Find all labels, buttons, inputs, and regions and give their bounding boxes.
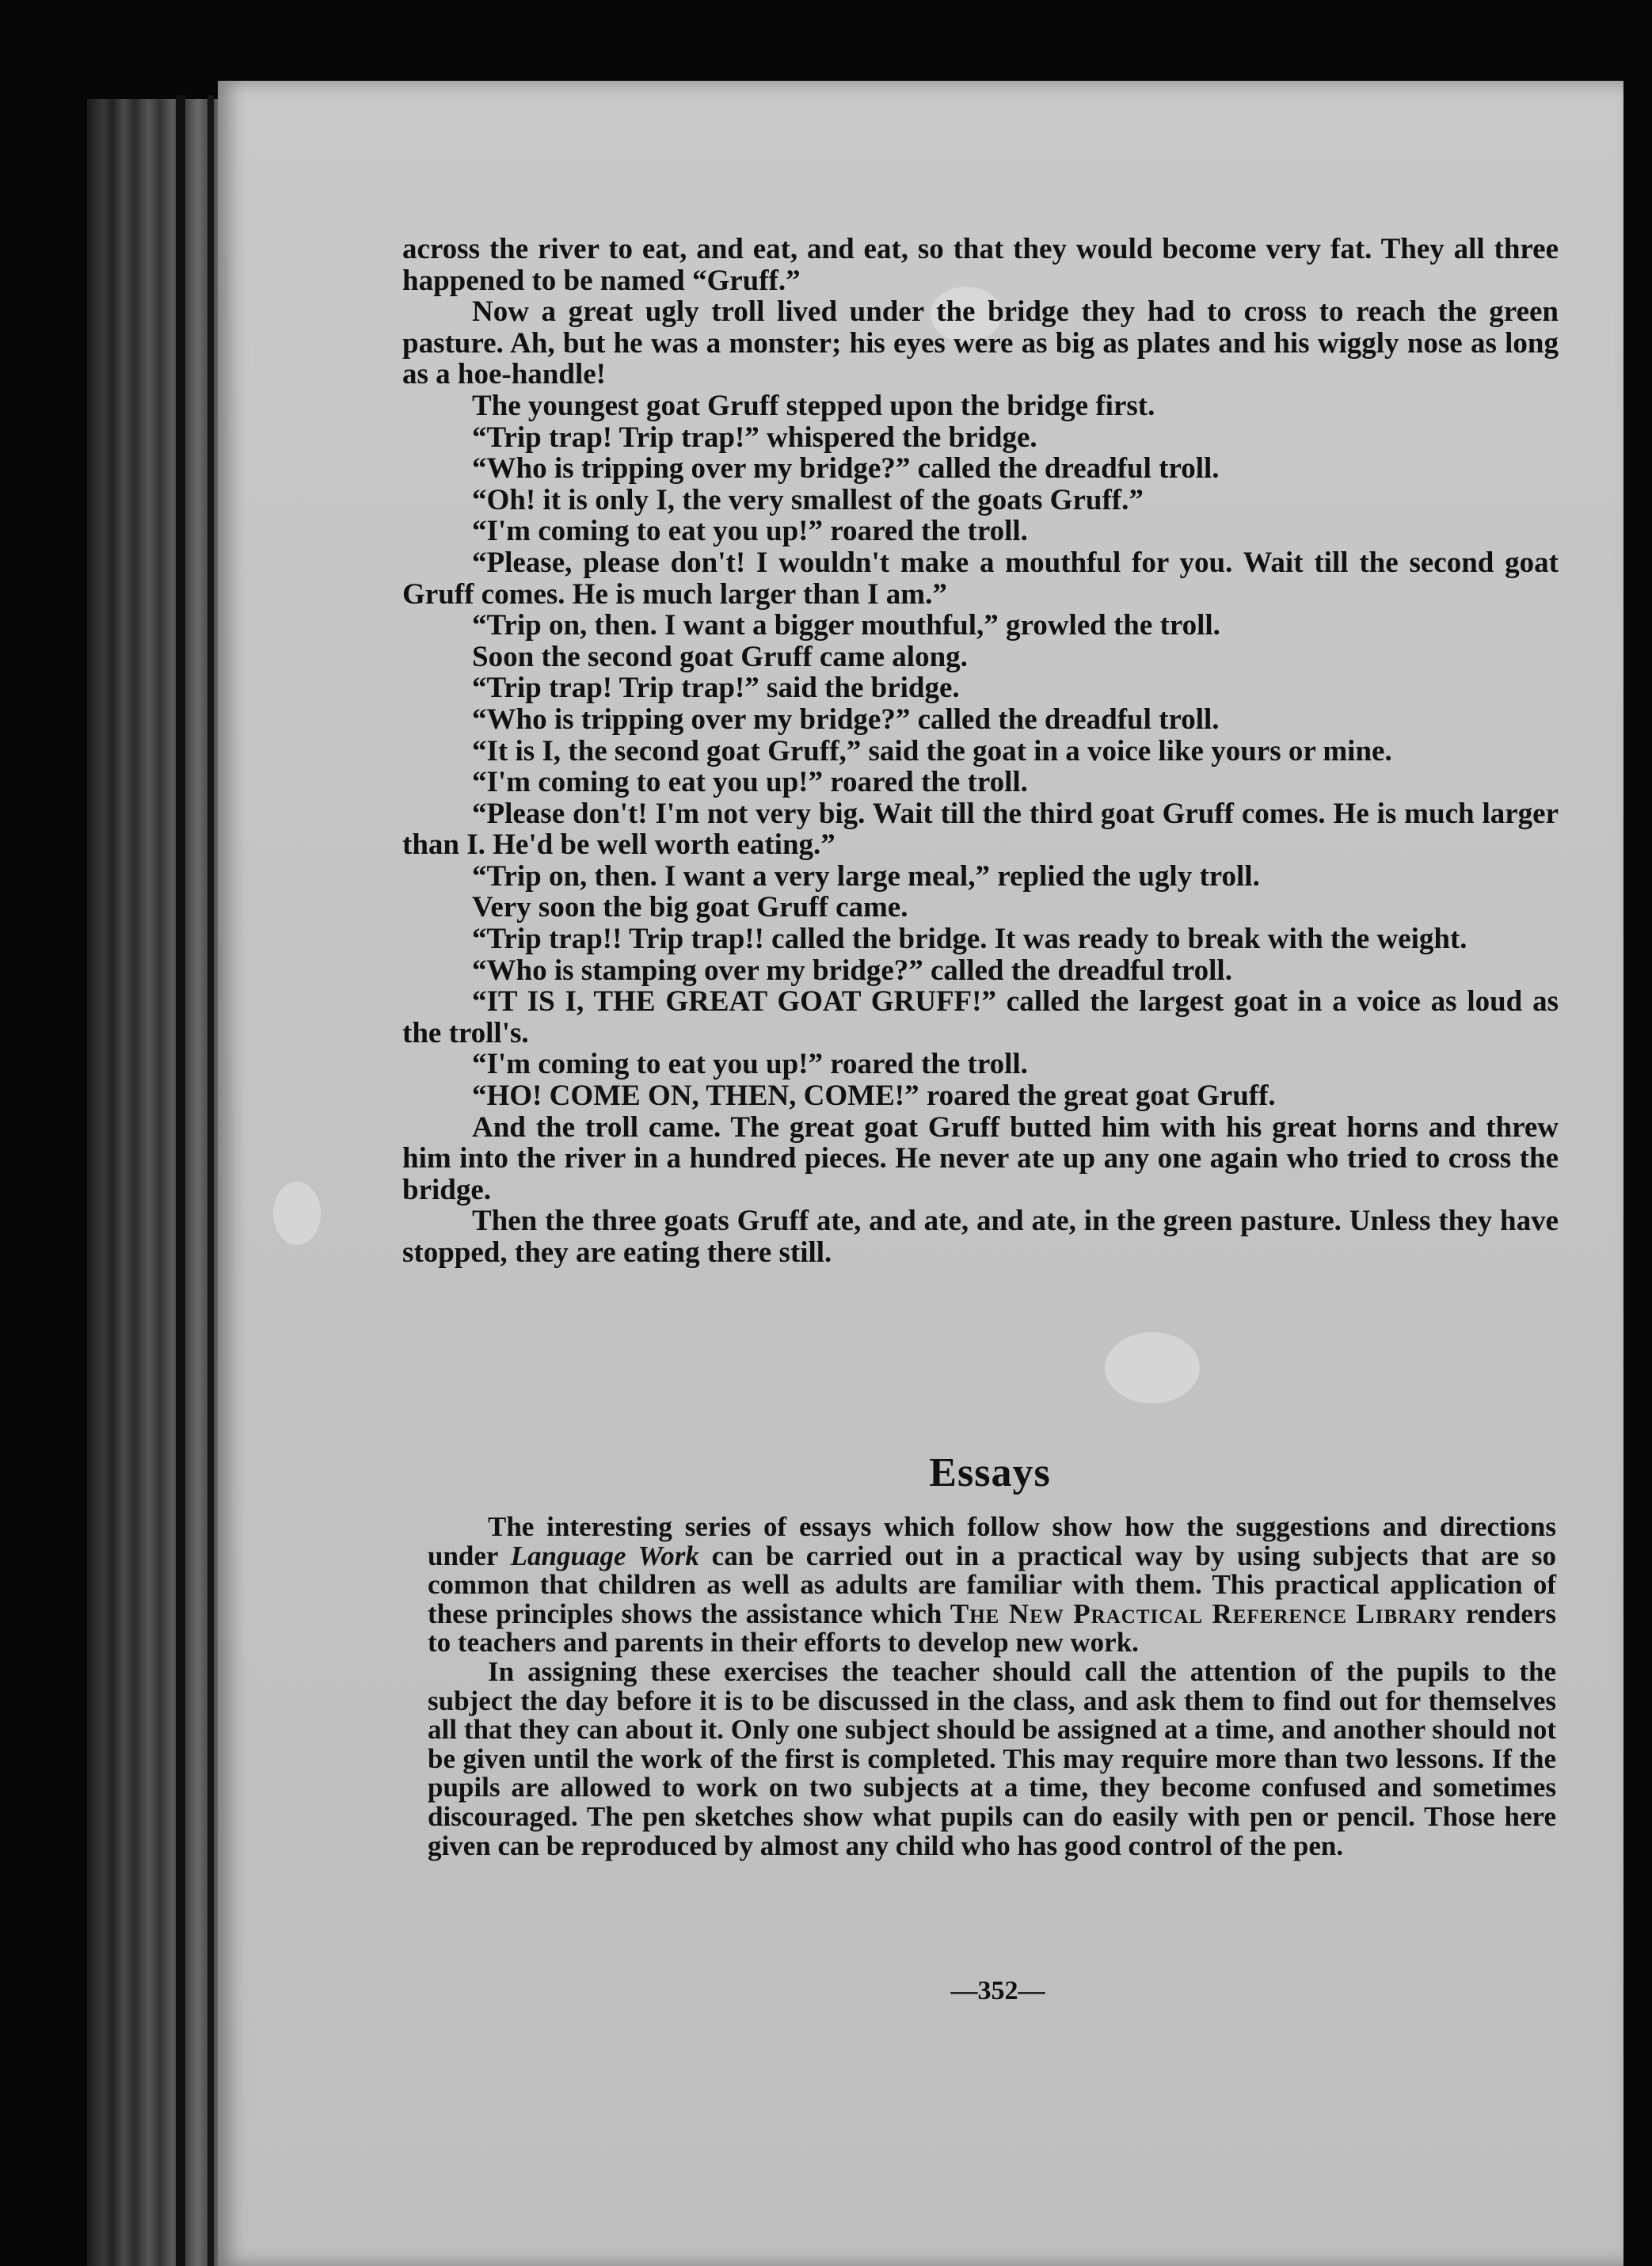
story-paragraph: Very soon the big goat Gruff came. xyxy=(472,891,908,924)
story-paragraph: “Who is stamping over my bridge?” called the dreadful troll. xyxy=(472,954,1232,987)
story-paragraph: “Trip trap! Trip trap!” whispered the bridge. xyxy=(472,421,1037,454)
story-paragraph: “Please don't! I'm not very big. Wait till the third goat Gruff comes. He is much larger than I. He'd be well worth eating.” xyxy=(402,797,1559,862)
story-paragraph: “Please, please don't! I wouldn't make a mouthful for you. Wait till the second goat Gruff comes. He is much larger than I am.” xyxy=(402,546,1559,611)
story-paragraph: Now a great ugly troll lived under the bridge they had to cross to reach the green pasture. Ah, but he was a monster; his eyes were as big as plates and his wiggly nose as long as a hoe-handle! xyxy=(402,295,1559,391)
essays-heading: Essays xyxy=(929,1450,1051,1495)
story-paragraph: The youngest goat Gruff stepped upon the bridge first. xyxy=(472,389,1155,422)
spine-shadow-line xyxy=(176,95,185,2266)
story-paragraph: “HO! COME ON, THEN, COME!” roared the great goat Gruff. xyxy=(472,1080,1276,1113)
scan-speck xyxy=(1105,1332,1200,1403)
scan-speck xyxy=(273,1182,321,1245)
essays-paragraph-1-text-b: can be carried out in a practical way by using subjects that are so common that children as well as adults are familiar with them. This practical application of these principles shows the assistance which xyxy=(428,1540,1556,1629)
story-paragraph: Soon the second goat Gruff came along. xyxy=(472,640,968,673)
story-paragraph: And the troll came. The great goat Gruff butted him with his great horns and threw him into the river in a hundred pieces. He never ate up any one again who tried to cross the bridge. xyxy=(402,1110,1559,1206)
story-paragraph: “IT IS I, THE GREAT GOAT GRUFF!” called the largest goat in a voice as loud as the troll's. xyxy=(402,985,1559,1049)
essays-intro xyxy=(428,1513,1556,1860)
page-number: —352— xyxy=(950,1976,1045,2005)
story-paragraph: “I'm coming to eat you up!” roared the troll. xyxy=(472,766,1028,799)
story-text xyxy=(402,234,1559,1269)
story-paragraph: “I'm coming to eat you up!” roared the troll. xyxy=(472,1048,1028,1081)
story-paragraph: “Oh! it is only I, the very smallest of the goats Gruff.” xyxy=(472,483,1144,516)
essays-paragraph-1 xyxy=(428,1513,1556,1658)
essays-paragraph-2: In assigning these exercises the teacher should call the attention of the pupils to the subject the day before it is to be discussed in the class, and ask them to find out for themselves all that they can about it. Only one subject should be assigned at a time, and another should not be given until the work of the first is completed. This may require more than two lessons. If the pupils are allowed to work on two subjects at a time, they become confused and sometimes discouraged. The pen sketches show what pupils can do easily with pen or pencil. Those here given can be reproduced by almost any child who has good control of the pen. xyxy=(428,1655,1556,1861)
story-paragraph: “Who is tripping over my bridge?” called the dreadful troll. xyxy=(472,452,1220,486)
story-paragraph: across the river to eat, and eat, and eat, so that they would become very fat. They all three happened to be named “Gruff.” xyxy=(402,233,1559,297)
story-paragraph: “I'm coming to eat you up!” roared the troll. xyxy=(472,515,1028,548)
library-title: The New Practical Reference Library xyxy=(950,1598,1458,1629)
story-paragraph: “Trip on, then. I want a bigger mouthful,” growled the troll. xyxy=(472,609,1220,642)
essays-paragraph-1-text-a: The interesting series of essays which follow show how the suggestions and directions under xyxy=(428,1511,1556,1571)
story-paragraph: “Trip trap!! Trip trap!! called the bridge. It was ready to break with the weight. xyxy=(472,923,1467,956)
story-paragraph: “Who is tripping over my bridge?” called the dreadful troll. xyxy=(472,703,1220,736)
story-paragraph: “Trip trap! Trip trap!” said the bridge. xyxy=(472,672,960,705)
story-paragraph: “Trip on, then. I want a very large meal,” replied the ugly troll. xyxy=(472,859,1260,893)
story-paragraph: Then the three goats Gruff ate, and ate, and ate, in the green pasture. Unless they have stopped, they are eating there still. xyxy=(402,1205,1559,1269)
language-work-reference: Language Work xyxy=(510,1540,699,1571)
essays-paragraph-1-text-c: renders to teachers and parents in their efforts to develop new work. xyxy=(428,1598,1557,1659)
spine-shadow-line-inner xyxy=(207,95,214,2266)
story-paragraph: “It is I, the second goat Gruff,” said the goat in a voice like yours or mine. xyxy=(472,734,1392,767)
